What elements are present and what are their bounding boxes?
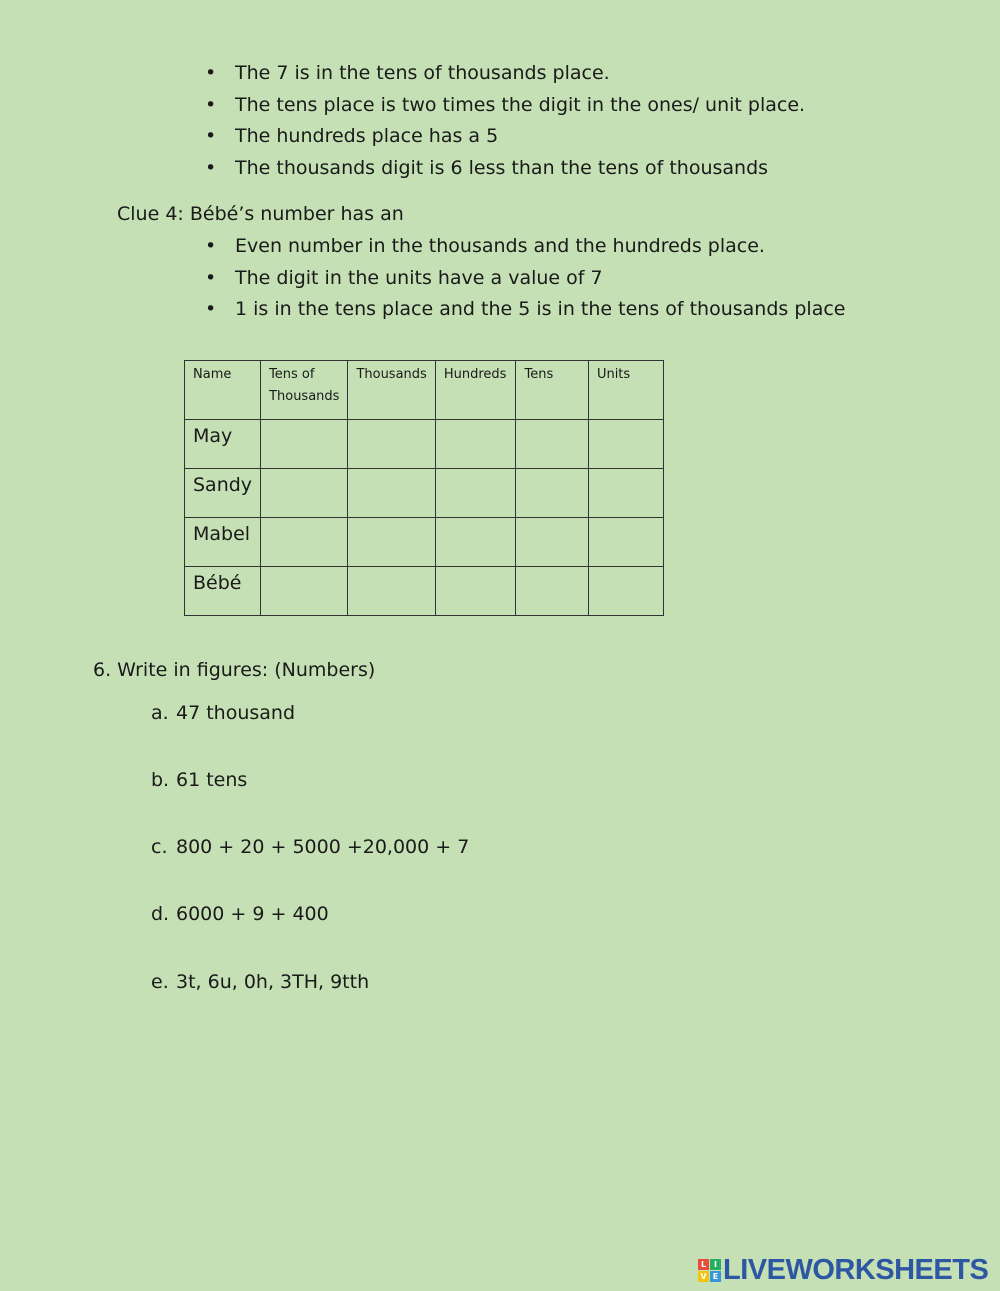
row-name: Bébé bbox=[185, 567, 261, 616]
clue4-bullet-list bbox=[205, 231, 845, 326]
answer-cell[interactable] bbox=[348, 469, 435, 518]
header-hundreds: Hundreds bbox=[435, 361, 516, 420]
clue3-bullet: • The hundreds place has a 5 bbox=[205, 121, 805, 153]
answer-cell[interactable] bbox=[348, 420, 435, 469]
answer-cell[interactable] bbox=[516, 420, 588, 469]
place-value-table bbox=[184, 360, 664, 616]
table-row bbox=[185, 518, 664, 567]
answer-cell[interactable] bbox=[516, 567, 588, 616]
answer-cell[interactable] bbox=[435, 469, 516, 518]
item-letter: b. bbox=[151, 769, 170, 791]
table-row bbox=[185, 420, 664, 469]
logo-block-i: I bbox=[710, 1259, 721, 1270]
question-item-e bbox=[151, 968, 369, 996]
logo-text: LIVEWORKSHEETS bbox=[723, 1253, 989, 1286]
question-6-title: 6. Write in figures: (Numbers) bbox=[93, 659, 376, 681]
clue3-bullet: • The tens place is two times the digit in the ones/ unit place. bbox=[205, 90, 805, 122]
header-name: Name bbox=[185, 361, 261, 420]
answer-cell[interactable] bbox=[348, 518, 435, 567]
row-name: May bbox=[185, 420, 261, 469]
header-tens: Tens bbox=[516, 361, 588, 420]
clue4-bullet: • 1 is in the tens place and the 5 is in the tens of thousands place bbox=[205, 294, 845, 326]
liveworksheets-logo bbox=[698, 1254, 988, 1286]
item-text: 61 tens bbox=[176, 769, 248, 791]
clue4-heading: Clue 4: Bébé’s number has an bbox=[117, 203, 404, 225]
answer-cell[interactable] bbox=[435, 518, 516, 567]
answer-cell[interactable] bbox=[261, 469, 348, 518]
header-units: Units bbox=[588, 361, 663, 420]
clue3-bullet: • The 7 is in the tens of thousands place. bbox=[205, 58, 805, 90]
clue3-bullet-list bbox=[205, 58, 805, 184]
clue3-bullet: • The thousands digit is 6 less than the tens of thousands bbox=[205, 153, 805, 185]
header-thousands: Thousands bbox=[348, 361, 435, 420]
item-text: 6000 + 9 + 400 bbox=[176, 903, 329, 925]
answer-cell[interactable] bbox=[588, 518, 663, 567]
table-row bbox=[185, 469, 664, 518]
item-letter: e. bbox=[151, 971, 169, 993]
answer-cell[interactable] bbox=[348, 567, 435, 616]
logo-block-e: E bbox=[710, 1271, 721, 1282]
answer-cell[interactable] bbox=[588, 469, 663, 518]
question-item-b bbox=[151, 766, 247, 794]
item-letter: d. bbox=[151, 903, 170, 925]
table-header-row bbox=[185, 361, 664, 420]
answer-cell[interactable] bbox=[435, 567, 516, 616]
item-text: 3t, 6u, 0h, 3TH, 9tth bbox=[176, 971, 370, 993]
logo-block-l: L bbox=[698, 1259, 709, 1270]
answer-cell[interactable] bbox=[261, 567, 348, 616]
item-letter: c. bbox=[151, 836, 168, 858]
question-item-a bbox=[151, 699, 295, 727]
header-tens-of-thousands: Tens of Thousands bbox=[261, 361, 348, 420]
answer-cell[interactable] bbox=[588, 420, 663, 469]
clue4-bullet: • The digit in the units have a value of 7 bbox=[205, 263, 845, 295]
answer-cell[interactable] bbox=[588, 567, 663, 616]
item-letter: a. bbox=[151, 702, 169, 724]
answer-cell[interactable] bbox=[261, 420, 348, 469]
question-item-c bbox=[151, 833, 469, 861]
answer-cell[interactable] bbox=[516, 518, 588, 567]
logo-icon bbox=[698, 1259, 721, 1282]
answer-cell[interactable] bbox=[261, 518, 348, 567]
item-text: 47 thousand bbox=[176, 702, 296, 724]
table-row bbox=[185, 567, 664, 616]
answer-cell[interactable] bbox=[435, 420, 516, 469]
item-text: 800 + 20 + 5000 +20,000 + 7 bbox=[176, 836, 470, 858]
row-name: Mabel bbox=[185, 518, 261, 567]
logo-block-v: V bbox=[698, 1271, 709, 1282]
clue4-bullet: • Even number in the thousands and the hundreds place. bbox=[205, 231, 845, 263]
row-name: Sandy bbox=[185, 469, 261, 518]
answer-cell[interactable] bbox=[516, 469, 588, 518]
question-item-d bbox=[151, 900, 329, 928]
